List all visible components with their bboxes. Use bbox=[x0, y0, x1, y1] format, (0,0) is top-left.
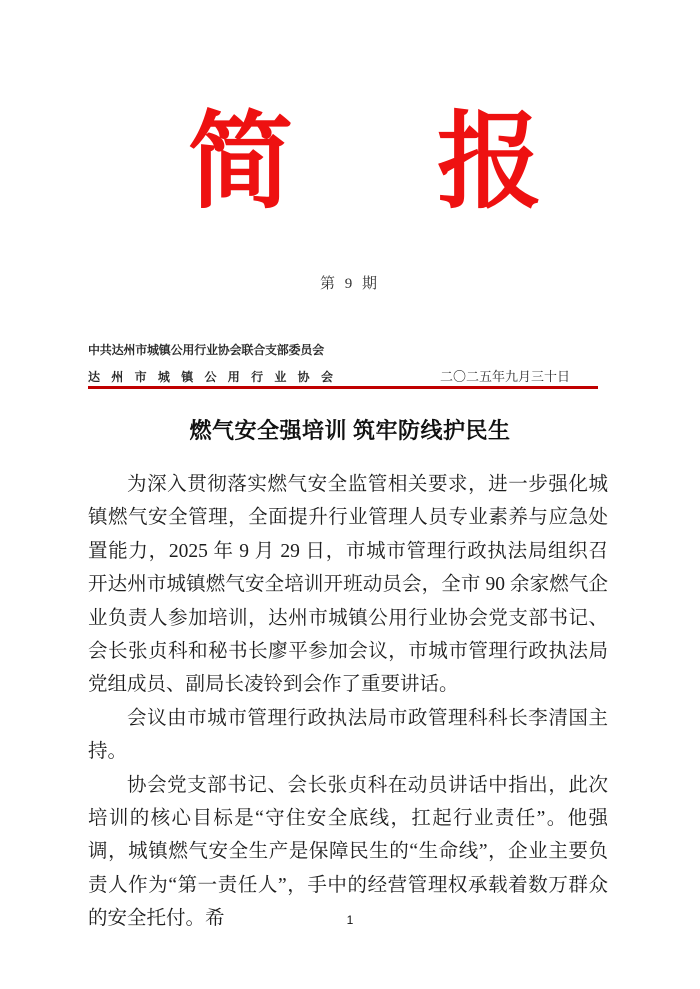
org-date-row bbox=[88, 366, 598, 385]
article-body bbox=[88, 468, 608, 936]
header-org-block bbox=[88, 341, 598, 385]
masthead-char-right: 报 bbox=[437, 104, 543, 221]
article-paragraph-3: 协会党支部书记、会长张贞科在动员讲话中指出，此次培训的核心目标是“守住安全底线，扛起行业责任”。他强调，城镇燃气安全生产是保障民生的“生命线”，企业主要负责人作为“第一责任人”，手中的经营管理权承载着数万群众的安全托付。希 bbox=[88, 774, 608, 930]
header-divider-rule bbox=[88, 386, 598, 389]
issue-date: 二〇二五年九月三十日 bbox=[439, 369, 570, 384]
page-number: 1 bbox=[346, 913, 354, 927]
article-paragraph-2: 会议由市城市管理行政执法局市政管理科科长李清国主持。 bbox=[88, 707, 608, 763]
org-name-committee: 中共达州市城镇公用行业协会联合支部委员会 bbox=[88, 343, 325, 357]
issue-number: 第 9 期 bbox=[319, 276, 380, 292]
org-name-association: 达州市城镇公用行业协会 bbox=[88, 370, 333, 384]
article-paragraph-1: 为深入贯彻落实燃气安全监管相关要求，进一步强化城镇燃气安全管理，全面提升行业管理人员专业素养与应急处置能力，2025 年 9 月 29 日，市城市管理行政执法局组织召开达州市城镇燃气安全培训开班动员会，全市 90 余家燃气企业负责人参加培训，达州市城镇公用行业协会党支部书记、会长张贞科和秘书长廖平参加会议，市城市管理行政执法局党组成员、副局长凌铃到会作了重要讲话。 bbox=[88, 474, 608, 696]
masthead-title bbox=[0, 104, 700, 221]
article-title: 燃气安全强培训 筑牢防线护民生 bbox=[189, 418, 511, 443]
masthead-char-left: 简 bbox=[187, 104, 293, 221]
